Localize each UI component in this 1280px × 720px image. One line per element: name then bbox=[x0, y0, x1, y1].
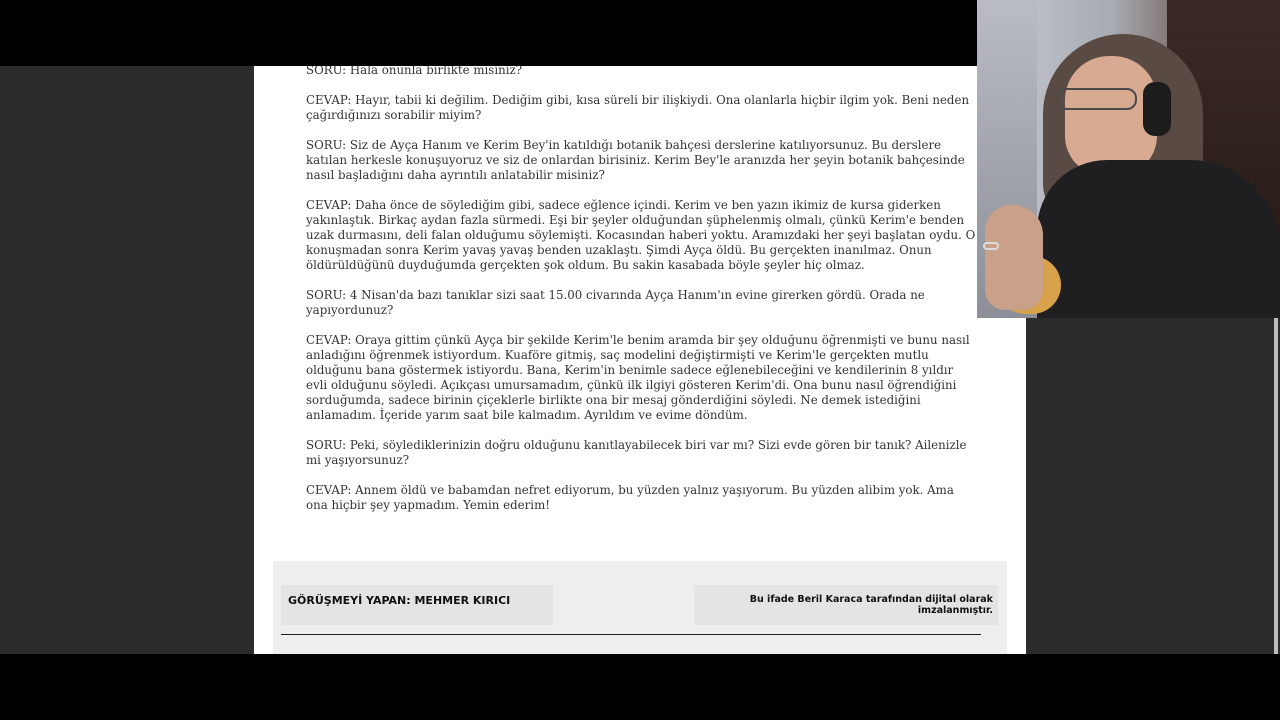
signature-line bbox=[281, 634, 981, 635]
interview-transcript bbox=[306, 66, 976, 528]
answer-4: CEVAP: Annem öldü ve babamdan nefret ediyorum, bu yüzden yalnız yaşıyorum. Bu yüzden alibim yok. Ama ona hiçbir şey yapmadım. Yemin ederim! bbox=[306, 483, 954, 512]
question-3: SORU: 4 Nisan'da bazı tanıklar sizi saat 15.00 civarında Ayça Hanım'ın evine girerken gördü. Orada ne yapıyordunuz? bbox=[306, 288, 925, 317]
digital-signature-note: Bu ifade Beril Karaca tarafından dijital olarak imzalanmıştır. bbox=[694, 585, 998, 625]
webcam-glasses bbox=[1057, 88, 1137, 110]
answer-1: CEVAP: Hayır, tabii ki değilim. Dediğim gibi, kısa süreli bir ilişkiydi. Ona olanlarla hiçbir ilgim yok. Beni neden çağırdığınızı sorabilir miyim? bbox=[306, 93, 970, 122]
webcam-person-body bbox=[1037, 160, 1280, 318]
question-4: SORU: Peki, söylediklerinizin doğru olduğunu kanıtlayabilecek biri var mı? Sizi evde gören bir tanık? Ailenizle mi yaşıyorsunuz? bbox=[306, 438, 967, 467]
webcam-ring bbox=[983, 242, 999, 250]
answer-2: CEVAP: Daha önce de söylediğim gibi, sadece eğlence içindi. Kerim ve ben yazın ikimiz de kursa giderken yakınlaştık. Birkaç aydan fazla sürmedi. Eşi bir şeyler olduğundan şüphelenmiş olmalı, çünkü Kerim'e benden uzak durmasını, deli falan olduğumu söylemişti. Kocasından haberi yoktu. Aramızdaki her şeyi başlatan oydu. O konuşmadan sonra Kerim yavaş yavaş benden uzaklaştı. Şimdi Ayça öldü. Bu gerçekten inanılmaz. Onun öldürüldüğünü duyduğumda gerçekten şok oldum. Bu sakin kasabada böyle şeyler hiç olmaz. bbox=[306, 198, 976, 272]
headphones-icon bbox=[1143, 82, 1171, 136]
statement-page bbox=[254, 66, 1026, 654]
question-1: SORU: Hâlâ onunla birlikte misiniz? bbox=[306, 66, 523, 77]
statement-footer bbox=[273, 561, 1007, 654]
scrollbar[interactable] bbox=[1274, 318, 1278, 654]
interviewer-label: GÖRÜŞMEYİ YAPAN: MEHMER KIRICI bbox=[281, 585, 553, 625]
question-2: SORU: Siz de Ayça Hanım ve Kerim Bey'in katıldığı botanik bahçesi derslerine katılıyorsunuz. Bu derslere katılan herkesle konuşuyoruz ve siz de onlardan birisiniz. Kerim Bey'le aranızda her şeyin botanik bahçesinde nasıl başladığını daha ayrıntılı anlatabilir misiniz? bbox=[306, 138, 965, 182]
answer-3: CEVAP: Oraya gittim çünkü Ayça bir şekilde Kerim'le benim aramda bir şey olduğunu öğrenmişti ve bunu nasıl anladığını öğrenmek istiyordum. Kuaföre gitmiş, saç modelini değiştirmişti ve Kerim'le gerçekten mutlu olduğunu bana göstermek istiyordu. Bana, Kerim'in benimle sadece eğlenebileceğini ve kendilerinin 8 yıldır evli olduğunu söyledi. Açıkçası umursamadım, çünkü ilk ilgiyi gösteren Kerim'di. Ona bunu nasıl öğrendiğini sorduğumda, sadece birinin çiçeklerle birlikte ona bir mesaj gönderdiğini söyledi. Ne demek istediğini anlamadım. İçeride yarım saat bile kalmadım. Ayrıldım ve evime döndüm. bbox=[306, 333, 970, 422]
webcam-hand bbox=[985, 205, 1043, 310]
webcam-overlay bbox=[977, 0, 1280, 318]
bottom-black-bar bbox=[0, 654, 1280, 720]
